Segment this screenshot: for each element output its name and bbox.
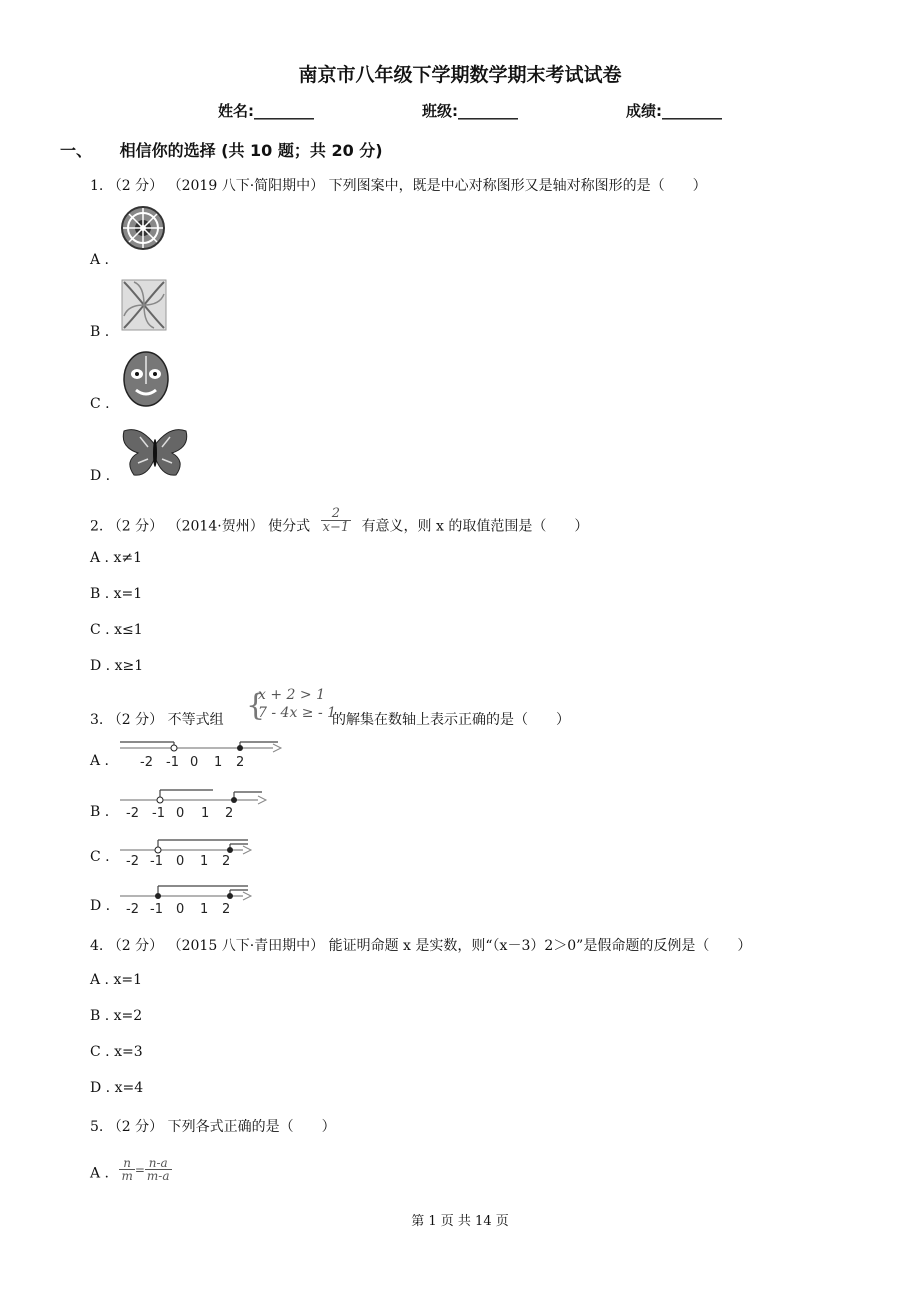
- axis-label-neg1: -1: [150, 854, 163, 868]
- q5-right-fraction: [145, 1157, 172, 1182]
- q2-option-b: B . x=1: [90, 586, 143, 602]
- q1-option-a-label: A .: [90, 252, 110, 268]
- axis-label-1: 1: [200, 902, 209, 916]
- swirl-square-icon: [120, 278, 168, 332]
- q4-option-d: D . x=4: [90, 1080, 144, 1096]
- q5-option-a-label: A .: [90, 1165, 110, 1182]
- section-number: 一、: [60, 141, 93, 160]
- q5-right-denominator: m-a: [146, 1169, 170, 1183]
- q3-option-b-numberline: [118, 786, 268, 820]
- q2-option-a: A . x≠1: [90, 550, 142, 566]
- axis-label-2: 2: [225, 806, 234, 820]
- q2-option-d: D . x≥1: [90, 658, 144, 674]
- question-1-text: 1. （2 分） （2019 八下·简阳期中） 下列图案中，既是中心对称图形又是轴对称图形的是（ ）: [90, 178, 707, 194]
- q2-fraction-numerator: 2: [331, 506, 340, 521]
- question-2-text: [90, 506, 589, 540]
- page-footer: 第 1 页 共 14 页: [411, 1214, 509, 1229]
- q4-option-b: B . x=2: [90, 1008, 143, 1024]
- axis-label-neg2: -2: [126, 806, 139, 820]
- q2-option-c: C . x≤1: [90, 622, 143, 638]
- axis-label-0: 0: [176, 902, 185, 916]
- q3-option-d-numberline: [118, 882, 253, 916]
- opera-mask-icon: [122, 350, 170, 408]
- question-5-text: 5. （2 分） 下列各式正确的是（ ）: [90, 1119, 336, 1135]
- section-title: 相信你的选择 (共 10 题；共 20 分): [119, 141, 383, 160]
- q3-option-a-numberline: [118, 738, 283, 772]
- circular-mandala-icon: [120, 205, 166, 251]
- q2-fraction-denominator: x−1: [322, 520, 350, 535]
- question-4-text: 4. （2 分） （2015 八下·青田期中） 能证明命题 x 是实数，则“（x－3）2＞0”是假命题的反例是（ ）: [90, 938, 752, 954]
- section-heading: [60, 138, 383, 161]
- class-field: 班级:________: [422, 102, 518, 120]
- axis-label-neg2: -2: [126, 854, 139, 868]
- axis-label-0: 0: [176, 854, 185, 868]
- q1-option-c-label: C .: [90, 396, 110, 412]
- question-3-text-before: 3. （2 分） 不等式组: [90, 712, 224, 728]
- axis-label-1: 1: [200, 854, 209, 868]
- q5-right-numerator: n-a: [148, 1156, 168, 1170]
- q1-option-d-label: D .: [90, 468, 111, 484]
- q2-fraction: [321, 507, 352, 534]
- q3-brace: {: [246, 688, 266, 723]
- q1-option-b-label: B .: [90, 324, 110, 340]
- axis-label-neg2: -2: [140, 755, 153, 770]
- axis-label-neg2: -2: [126, 902, 139, 916]
- q4-option-a: A . x=1: [90, 972, 142, 988]
- q5-left-numerator: n: [123, 1156, 132, 1170]
- axis-label-2: 2: [236, 755, 245, 770]
- question-3-text-after: 的解集在数轴上表示正确的是（ ）: [332, 712, 570, 728]
- axis-label-2: 2: [222, 854, 231, 868]
- axis-label-neg1: -1: [152, 806, 165, 820]
- q5-left-fraction: [119, 1157, 134, 1182]
- axis-label-1: 1: [201, 806, 210, 820]
- q5-left-denominator: m: [121, 1169, 133, 1183]
- q3-inequality-2: 7 - 4x ≥ - 1: [258, 705, 337, 721]
- axis-label-0: 0: [190, 755, 199, 770]
- q3-option-c-numberline: [118, 834, 253, 868]
- score-field: 成绩:________: [626, 102, 722, 120]
- axis-label-neg1: -1: [150, 902, 163, 916]
- q3-option-b-label: B .: [90, 804, 110, 820]
- q3-option-c-label: C .: [90, 849, 110, 865]
- axis-label-2: 2: [222, 902, 231, 916]
- axis-label-1: 1: [214, 755, 223, 770]
- q5-option-a: [90, 1156, 172, 1186]
- name-field: 姓名:________: [218, 102, 314, 120]
- q3-inequality-system: [258, 686, 336, 722]
- butterfly-icon: [120, 425, 190, 481]
- q3-option-d-label: D .: [90, 898, 111, 914]
- q2-text-after: 有意义，则 x 的取值范围是（ ）: [361, 518, 589, 535]
- axis-label-0: 0: [176, 806, 185, 820]
- page-title: 南京市八年级下学期数学期末考试试卷: [298, 64, 622, 86]
- q3-option-a-label: A .: [90, 753, 110, 769]
- q3-inequality-1: x + 2 > 1: [258, 687, 325, 703]
- q5-equals: =: [134, 1162, 145, 1177]
- q4-option-c: C . x=3: [90, 1044, 143, 1060]
- axis-label-neg1: -1: [166, 755, 179, 770]
- q2-text-before: 2. （2 分） （2014·贺州） 使分式: [90, 518, 311, 535]
